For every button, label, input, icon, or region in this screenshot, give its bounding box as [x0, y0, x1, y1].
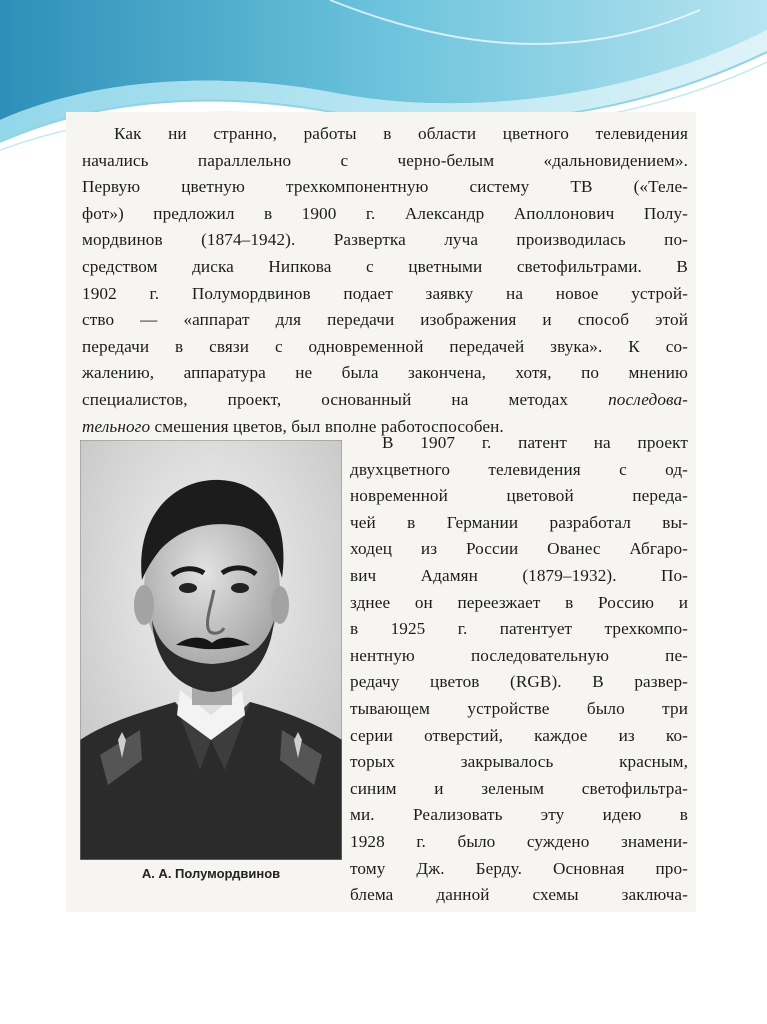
text-line: серии отверстий, каждое из ко- [350, 725, 688, 745]
text-line: 1902 г. Полумордвинов подает заявку на новое устрой- [82, 283, 688, 303]
text-line: тывающем устройстве было три [350, 698, 688, 718]
text-line: зднее он переезжает в Россию и [350, 592, 688, 612]
italic-text: последова- [608, 389, 688, 409]
text-line: ходец из России Ованес Абгаро- [350, 539, 688, 559]
paragraph-2 [350, 430, 688, 909]
text-line: передачи в связи с одновременной передачей звука». К со- [82, 336, 688, 356]
text-line: 1928 г. было суждено знамени- [350, 831, 688, 851]
text-line: торых закрывалось красным, [350, 752, 688, 772]
text-line: начались параллельно с черно-белым «дальновидением». [82, 150, 688, 170]
portrait-photo [80, 440, 342, 860]
text-line: чей в Германии разработал вы- [350, 512, 688, 532]
text-line: нентную последовательную пе- [350, 645, 688, 665]
italic-text: тельного [82, 416, 151, 436]
text-line: Первую цветную трехкомпонентную систему ТВ («Теле- [82, 177, 688, 197]
text-span: смешения цветов, был вполне работоспособен. [150, 416, 504, 436]
text-line: синим и зеленым светофильтра- [350, 778, 688, 798]
text-line: вич Адамян (1879–1932). По- [350, 565, 688, 585]
photo-caption: А. А. Полумордвинов [141, 866, 281, 881]
text-line: ми. Реализовать эту идею в [350, 805, 688, 825]
text-line: мордвинов (1874–1942). Развертка луча производилась по- [82, 230, 688, 250]
paragraph-1 [82, 121, 688, 440]
text-line: тому Дж. Берду. Основная про- [350, 858, 688, 878]
portrait-illustration [80, 440, 342, 860]
text-line: редачу цветов (RGB). В развер- [350, 672, 688, 692]
text-line-mixed [82, 387, 688, 414]
text-line: в 1925 г. патентует трехкомпо- [350, 619, 688, 639]
text-line: ство — «аппарат для передачи изображения и способ этой [82, 310, 688, 330]
text-line: фот») предложил в 1900 г. Александр Аполлонович Полу- [82, 203, 688, 223]
text-line: жалению, аппаратура не была закончена, хотя, по мнению [82, 363, 688, 383]
text-line: новременной цветовой переда- [350, 486, 688, 506]
text-line: блема данной схемы заключа- [350, 885, 688, 905]
text-span: специалистов, проект, основанный на методах [82, 389, 609, 409]
text-line: двухцветного телевидения с од- [350, 459, 688, 479]
text-line: Как ни странно, работы в области цветного телевидения [114, 124, 688, 143]
text-line: В 1907 г. патент на проект [382, 433, 688, 452]
text-line: средством диска Нипкова с цветными светофильтрами. В [82, 256, 688, 276]
